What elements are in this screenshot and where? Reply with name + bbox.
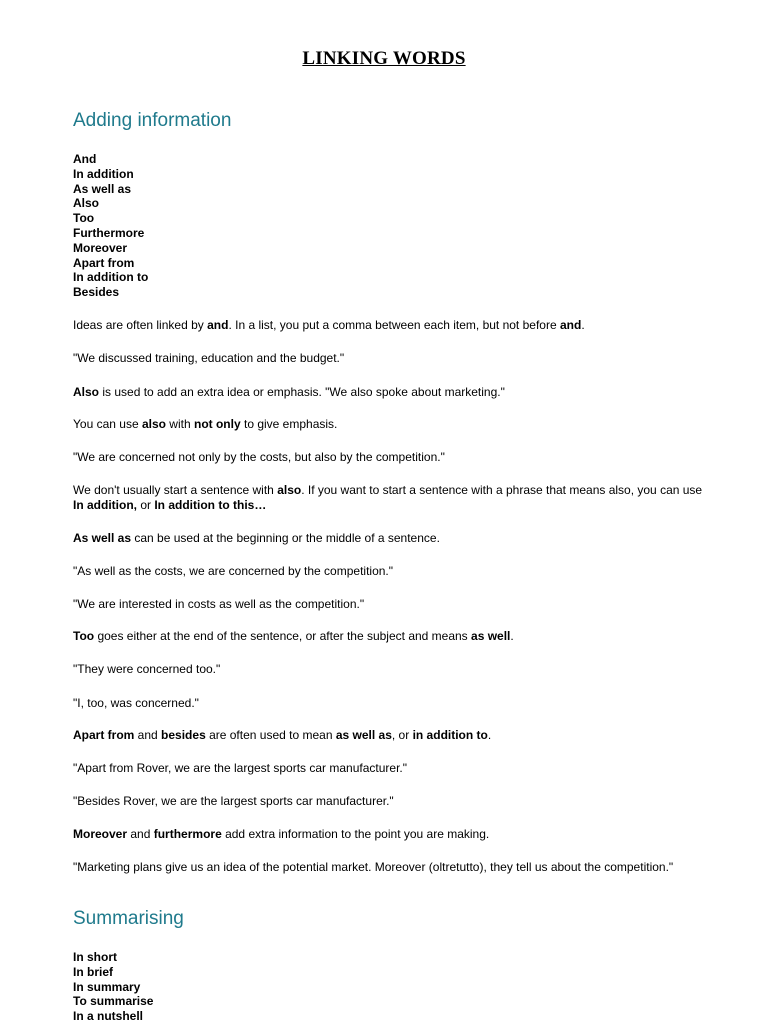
text-run: add extra information to the point you are making. <box>221 827 490 841</box>
paragraph <box>73 761 713 776</box>
paragraph <box>73 827 713 842</box>
text-run: You can use <box>73 417 142 431</box>
emphasis-term: Also <box>73 385 100 399</box>
linking-word: Moreover <box>73 240 128 255</box>
text-run: "Besides Rover, we are the largest sports car manufacturer." <box>73 794 394 808</box>
emphasis-term: and <box>559 318 582 332</box>
text-run: "Marketing plans give us an idea of the potential market. Moreover (oltretutto), they tell us about the competition." <box>73 860 674 874</box>
section-heading-adding: Adding information <box>73 110 232 131</box>
linking-word: In brief <box>73 964 114 979</box>
paragraph <box>73 318 713 333</box>
emphasis-term: Too <box>73 629 95 643</box>
linking-word-list-adding <box>73 152 148 300</box>
text-run: goes either at the end of the sentence, or after the subject and means <box>94 629 472 643</box>
paragraph <box>73 696 713 711</box>
paragraph <box>73 351 713 366</box>
emphasis-term: As well as <box>73 531 132 545</box>
text-run: is used to add an extra idea or emphasis. "We also spoke about marketing." <box>99 385 505 399</box>
paragraph <box>73 417 713 432</box>
emphasis-term: as well <box>471 629 511 643</box>
emphasis-term: also <box>141 417 166 431</box>
emphasis-term: and <box>207 318 229 332</box>
text-run: "We are concerned not only by the costs, but also by the competition." <box>73 450 445 464</box>
paragraph <box>73 794 713 809</box>
text-run: Ideas are often linked by <box>73 318 208 332</box>
text-run: . <box>510 629 514 643</box>
linking-word: In summary <box>73 979 141 994</box>
text-run: can be used at the beginning or the middle of a sentence. <box>131 531 440 545</box>
emphasis-term: Moreover <box>73 827 128 841</box>
linking-word-list-summarising <box>73 950 153 1024</box>
linking-word: Besides <box>73 285 120 300</box>
text-run: and <box>134 728 162 742</box>
paragraph <box>73 597 713 612</box>
paragraph <box>73 450 713 465</box>
text-run: . <box>581 318 585 332</box>
text-run: "We are interested in costs as well as the competition." <box>73 597 365 611</box>
text-run: or <box>137 498 155 512</box>
paragraph <box>73 860 713 875</box>
text-run: . If you want to start a sentence with a phrase that means also, you can use <box>301 483 703 497</box>
paragraph <box>73 629 713 644</box>
emphasis-term: not only <box>193 417 241 431</box>
emphasis-term: as well as <box>335 728 392 742</box>
text-run: and <box>127 827 154 841</box>
text-run: "As well as the costs, we are concerned by the competition." <box>73 564 394 578</box>
emphasis-term: besides <box>161 728 206 742</box>
linking-word: To summarise <box>73 994 154 1009</box>
text-run: , or <box>391 728 413 742</box>
linking-word: In short <box>73 950 117 964</box>
emphasis-term: In addition to this… <box>154 498 267 512</box>
document-title: LINKING WORDS <box>302 48 466 69</box>
text-run: . In a list, you put a comma between each item, but not before <box>228 318 560 332</box>
paragraph <box>73 728 713 743</box>
linking-word: Too <box>73 211 95 226</box>
text-run: "They were concerned too." <box>73 662 221 676</box>
emphasis-term: also <box>277 483 302 497</box>
text-run: with <box>165 417 194 431</box>
text-run: are often used to mean <box>205 728 336 742</box>
paragraph <box>73 531 713 546</box>
linking-word: And <box>73 152 97 166</box>
linking-word: In addition to <box>73 270 149 285</box>
text-run: "Apart from Rover, we are the largest sports car manufacturer." <box>73 761 407 775</box>
paragraph <box>73 564 713 579</box>
text-run: We don't usually start a sentence with <box>73 483 278 497</box>
paragraph <box>73 662 713 677</box>
paragraph <box>73 385 713 400</box>
linking-word: In addition <box>73 166 134 181</box>
text-run: . <box>487 728 492 742</box>
emphasis-term: In addition, <box>73 498 137 512</box>
linking-word: Also <box>73 196 100 211</box>
emphasis-term: furthermore <box>153 827 222 841</box>
section-heading-summarising: Summarising <box>73 908 184 929</box>
linking-word: Furthermore <box>73 225 145 240</box>
text-run: "We discussed training, education and the budget." <box>73 351 345 365</box>
linking-word: In a nutshell <box>73 1009 144 1024</box>
text-run: "I, too, was concerned." <box>73 696 199 710</box>
linking-word: As well as <box>73 181 132 196</box>
linking-word: Apart from <box>73 255 135 270</box>
text-run: to give emphasis. <box>240 417 338 431</box>
paragraph <box>73 483 713 513</box>
emphasis-term: Apart from <box>73 728 135 742</box>
emphasis-term: in addition to <box>412 728 488 742</box>
